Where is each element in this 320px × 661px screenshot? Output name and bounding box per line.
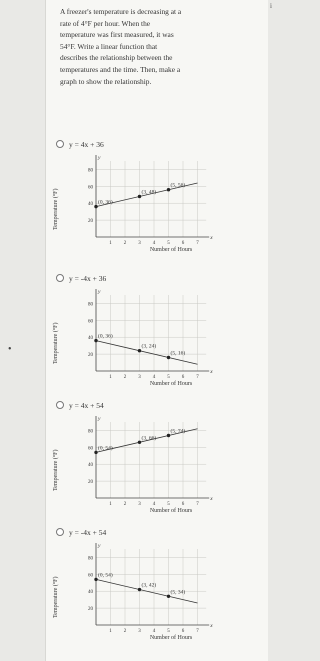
radio-button[interactable] [56,140,64,148]
option-graph [53,539,246,655]
question-text [60,6,210,87]
x-tick-label: 5 [167,241,170,246]
y-axis-name: y [98,416,101,422]
question-line: A freezer's temperature is decreasing at a [60,7,182,16]
point-label: (5, 34) [170,589,186,596]
line-graph-svg [56,539,246,635]
x-axis-label: Number of Hours [149,635,193,641]
x-tick-label: 1 [109,502,112,507]
x-axis-label: Number of Hours [149,508,193,514]
x-tick-label: 4 [152,241,156,246]
point-label: (5, 56) [170,182,186,189]
x-axis-name: x [210,369,213,375]
point-label: (3, 24) [141,343,157,350]
x-tick-label: 2 [123,502,127,507]
x-tick-label: 7 [196,629,199,634]
y-tick-label: 60 [88,573,93,579]
x-tick-label: 2 [123,629,127,634]
x-tick-label: 4 [152,502,156,507]
x-axis-name: x [210,235,213,241]
point-label: (3, 48) [141,189,157,196]
line-graph-svg [56,151,246,247]
point-label: (3, 42) [141,582,157,589]
question-line: graph to show the relationship. [60,76,152,86]
y-tick-label: 40 [88,590,93,596]
y-axis-label: Temperature (°F) [53,322,59,364]
x-tick-label: 6 [181,502,185,507]
question-line: rate of 4°F per hour. When the [60,18,151,28]
point-label: (0, 36) [98,199,113,206]
radio-button[interactable] [56,528,64,536]
x-tick-label: 6 [181,629,185,634]
x-tick-label: 2 [123,241,127,246]
point-label: (0, 54) [98,572,113,579]
answer-option-a[interactable] [53,138,256,267]
question-line: describes the relationship between the [60,53,173,63]
point-label: (3, 66) [141,435,157,442]
y-tick-label: 80 [88,429,93,435]
x-tick-label: 7 [196,375,199,380]
point-label: (5, 74) [170,428,186,435]
x-axis-label: Number of Hours [149,247,193,253]
y-tick-label: 60 [88,185,93,191]
x-tick-label: 7 [196,502,199,507]
x-tick-label: 3 [138,375,141,380]
x-axis-name: x [210,496,213,502]
x-tick-label: 3 [138,629,141,634]
y-tick-label: 40 [88,463,93,469]
x-axis-name: x [210,623,213,629]
point-label: (0, 54) [98,445,113,452]
x-tick-label: 5 [167,629,170,634]
y-tick-label: 60 [88,319,93,325]
x-tick-label: 6 [181,241,185,246]
option-equation: y = 4x + 54 [69,400,104,410]
question-line: 54°F. Write a linear function that [60,41,158,51]
line-graph-svg [56,285,246,381]
y-axis-name: y [98,543,101,549]
y-tick-label: 20 [88,353,93,359]
option-equation: y = 4x + 36 [69,139,104,149]
margin-bullet: • [8,344,12,355]
x-axis-label: Number of Hours [149,381,193,387]
y-axis-label: Temperature (°F) [53,449,59,491]
corner-mark: i [270,2,272,10]
line-graph-svg [56,412,246,508]
y-axis-name: y [98,155,101,161]
y-axis-name: y [98,289,101,295]
x-tick-label: 1 [109,375,112,380]
option-equation: y = -4x + 54 [69,527,107,537]
y-tick-label: 20 [88,480,93,486]
y-tick-label: 80 [88,556,93,562]
answer-option-b[interactable] [53,272,256,401]
option-equation: y = -4x + 36 [69,273,107,283]
option-graph [53,151,246,267]
question-line: temperatures and the time. Then, make a [60,64,181,74]
y-tick-label: 20 [88,607,93,613]
x-tick-label: 7 [196,241,199,246]
y-tick-label: 40 [88,202,93,208]
x-tick-label: 1 [109,241,112,246]
question-line: temperature was first measured, it was [60,30,174,40]
option-graph [53,285,246,401]
y-tick-label: 20 [88,219,93,225]
radio-button[interactable] [56,274,64,282]
point-label: (0, 36) [98,333,113,340]
y-tick-label: 80 [88,168,93,174]
radio-button[interactable] [56,401,64,409]
x-tick-label: 6 [181,375,185,380]
point-label: (5, 16) [170,350,186,357]
y-axis-label: Temperature (°F) [53,576,59,618]
x-tick-label: 4 [152,375,156,380]
answer-option-d[interactable] [53,526,256,655]
y-tick-label: 60 [88,446,93,452]
x-tick-label: 3 [138,502,141,507]
y-tick-label: 40 [88,336,93,342]
y-tick-label: 80 [88,302,93,308]
x-tick-label: 5 [167,502,170,507]
x-tick-label: 2 [123,375,127,380]
x-tick-label: 4 [152,629,156,634]
y-axis-label: Temperature (°F) [53,188,59,230]
answer-option-c[interactable] [53,399,256,528]
x-tick-label: 3 [138,241,141,246]
x-tick-label: 5 [167,375,170,380]
option-graph [53,412,246,528]
x-tick-label: 1 [109,629,112,634]
